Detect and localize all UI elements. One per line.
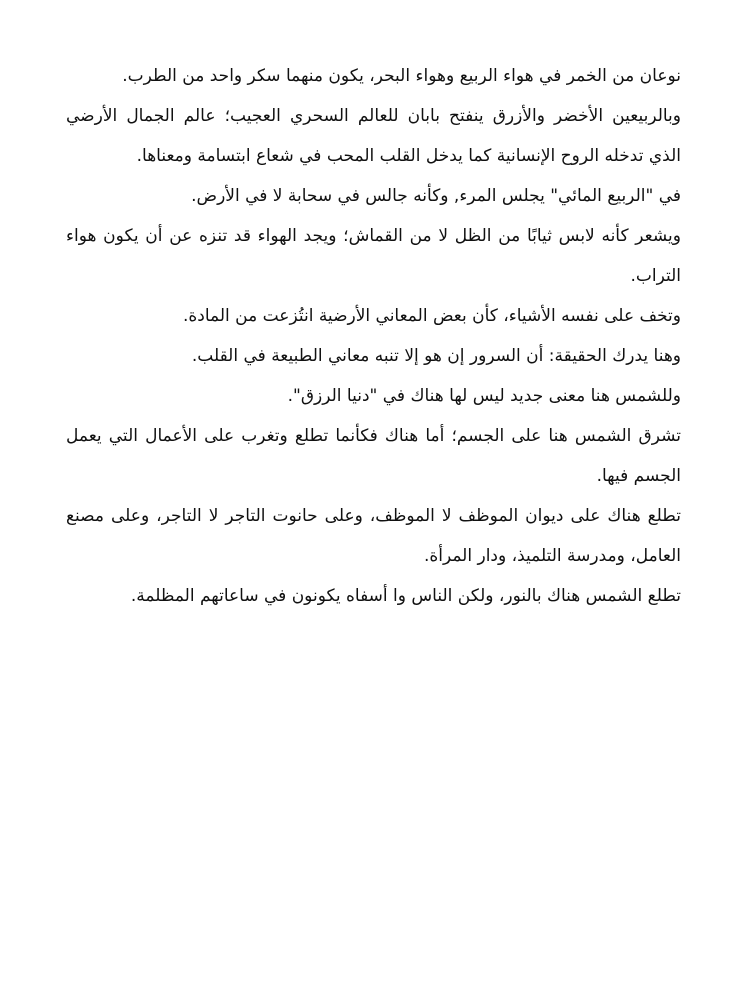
paragraph: نوعان من الخمر في هواء الربيع وهواء البحر، يكون منهما سكر واحد من الطرب.: [122, 66, 681, 86]
paragraph: تطلع الشمس هناك بالنور، ولكن الناس وا أسفاه يكونون في ساعاتهم المظلمة.: [130, 586, 681, 606]
paragraph: وهنا يدرك الحقيقة: أن السرور إن هو إلا تنبه معاني الطبيعة في القلب.: [191, 346, 681, 366]
paragraph: تشرق الشمس هنا على الجسم؛ أما هناك فكأنما تطلع وتغرب على الأعمال التي يعمل الجسم فيها.: [66, 426, 681, 486]
paragraph: تطلع هناك على ديوان الموظف لا الموظف، وعلى حانوت التاجر لا التاجر، وعلى مصنع العامل، ومدرسة التلميذ، ودار المرأة.: [66, 506, 681, 566]
paragraph: وللشمس هنا معنى جديد ليس لها هناك في "دنيا الرزق".: [287, 386, 681, 406]
paragraph: ويشعر كأنه لابس ثيابًا من الظل لا من القماش؛ ويجد الهواء قد تنزه عن أن يكون هواء التراب.: [66, 226, 681, 286]
document-page: [66, 56, 681, 616]
paragraph: في "الربيع المائي" يجلس المرء, وكأنه جالس في سحابة لا في الأرض.: [191, 186, 681, 206]
paragraph: وتخف على نفسه الأشياء، كأن بعض المعاني الأرضية انتُزعت من المادة.: [182, 306, 681, 326]
paragraph: وبالربيعين الأخضر والأزرق ينفتح بابان للعالم السحري العجيب؛ عالم الجمال الأرضي الذي تدخله الروح الإنسانية كما يدخل القلب المحب في شعاع ابتسامة ومعناها.: [66, 106, 681, 166]
